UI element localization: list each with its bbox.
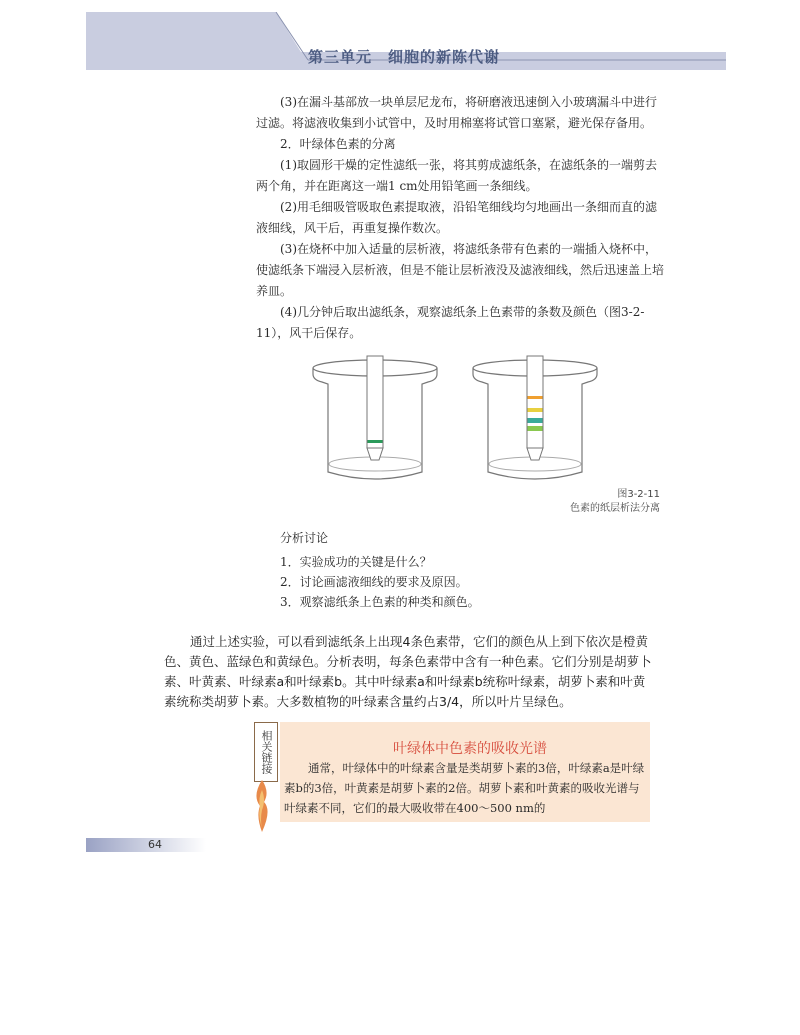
- body-text: [164, 632, 656, 712]
- separation-step-3: (3)在烧杯中加入适量的层析液，将滤纸条带有色素的一端插入烧杯中，使滤纸条下端浸入层析液，但是不能让层析液没及滤液细线，然后迅速盖上培养皿。: [256, 242, 665, 298]
- unit-title: 第三单元 细胞的新陈代谢: [308, 48, 501, 66]
- related-link-label: 相关链接: [254, 722, 278, 782]
- beaker-illustration: [300, 352, 600, 486]
- analysis-question-2: 2．讨论画滤液细线的要求及原因。: [280, 575, 468, 589]
- right-beaker: [473, 356, 597, 479]
- procedure-step-3: (3)在漏斗基部放一块单层尼龙布，将研磨液迅速倒入小玻璃漏斗中进行过滤。将滤液收集到小试管中，及时用棉塞将试管口塞紧，避光保存备用。: [256, 95, 658, 130]
- related-link-title: 叶绿体中色素的吸收光谱: [393, 741, 547, 757]
- procedure-block: [256, 92, 668, 344]
- related-link-text: [284, 758, 646, 818]
- figure-caption: [570, 488, 660, 516]
- page-number: 64: [148, 838, 162, 851]
- analysis-question-3: 3．观察滤纸条上色素的种类和颜色。: [280, 595, 480, 609]
- analysis-heading: 分析讨论: [280, 531, 329, 545]
- left-beaker: [313, 356, 437, 479]
- separation-step-1: (1)取圆形干燥的定性滤纸一张，将其剪成滤纸条，在滤纸条的一端剪去两个角，并在距离这一端1 cm处用铅笔画一条细线。: [256, 158, 658, 193]
- analysis-section: [280, 528, 660, 612]
- figure-title: 色素的纸层析法分离: [570, 503, 660, 514]
- figure-number: 图3-2-11: [617, 489, 660, 500]
- separation-step-4: (4)几分钟后取出滤纸条，观察滤纸条上色素带的条数及颜色（图3-2-11），风干后保存。: [256, 305, 645, 340]
- section-heading: 2．叶绿体色素的分离: [280, 137, 396, 151]
- chromatography-figure: [300, 352, 600, 486]
- separation-step-2: (2)用毛细吸管吸取色素提取液，沿铅笔细线均匀地画出一条细而直的滤液细线，风干后，再重复操作数次。: [256, 200, 658, 235]
- related-link-paragraph: 通常，叶绿体中的叶绿素含量是类胡萝卜素的3倍，叶绿素a是叶绿素b的3倍，叶黄素是胡萝卜素的2倍。胡萝卜素和叶黄素的吸收光谱与叶绿素不同，它们的最大吸收带在400～500 nm的: [284, 761, 645, 815]
- flame-icon: [252, 780, 272, 832]
- analysis-question-1: 1．实验成功的关键是什么？: [280, 555, 432, 569]
- body-paragraph: 通过上述实验，可以看到滤纸条上出现4条色素带，它们的颜色从上到下依次是橙黄色、黄色、蓝绿色和黄绿色。分析表明，每条色素带中含有一种色素。它们分别是胡萝卜素、叶黄素、叶绿素a和叶绿素b。其中叶绿素a和叶绿素b统称叶绿素，胡萝卜素和叶黄素统称类胡萝卜素。大多数植物的叶绿素含量约占3/4，所以叶片呈绿色。: [164, 634, 652, 709]
- footer-bar: [86, 838, 206, 852]
